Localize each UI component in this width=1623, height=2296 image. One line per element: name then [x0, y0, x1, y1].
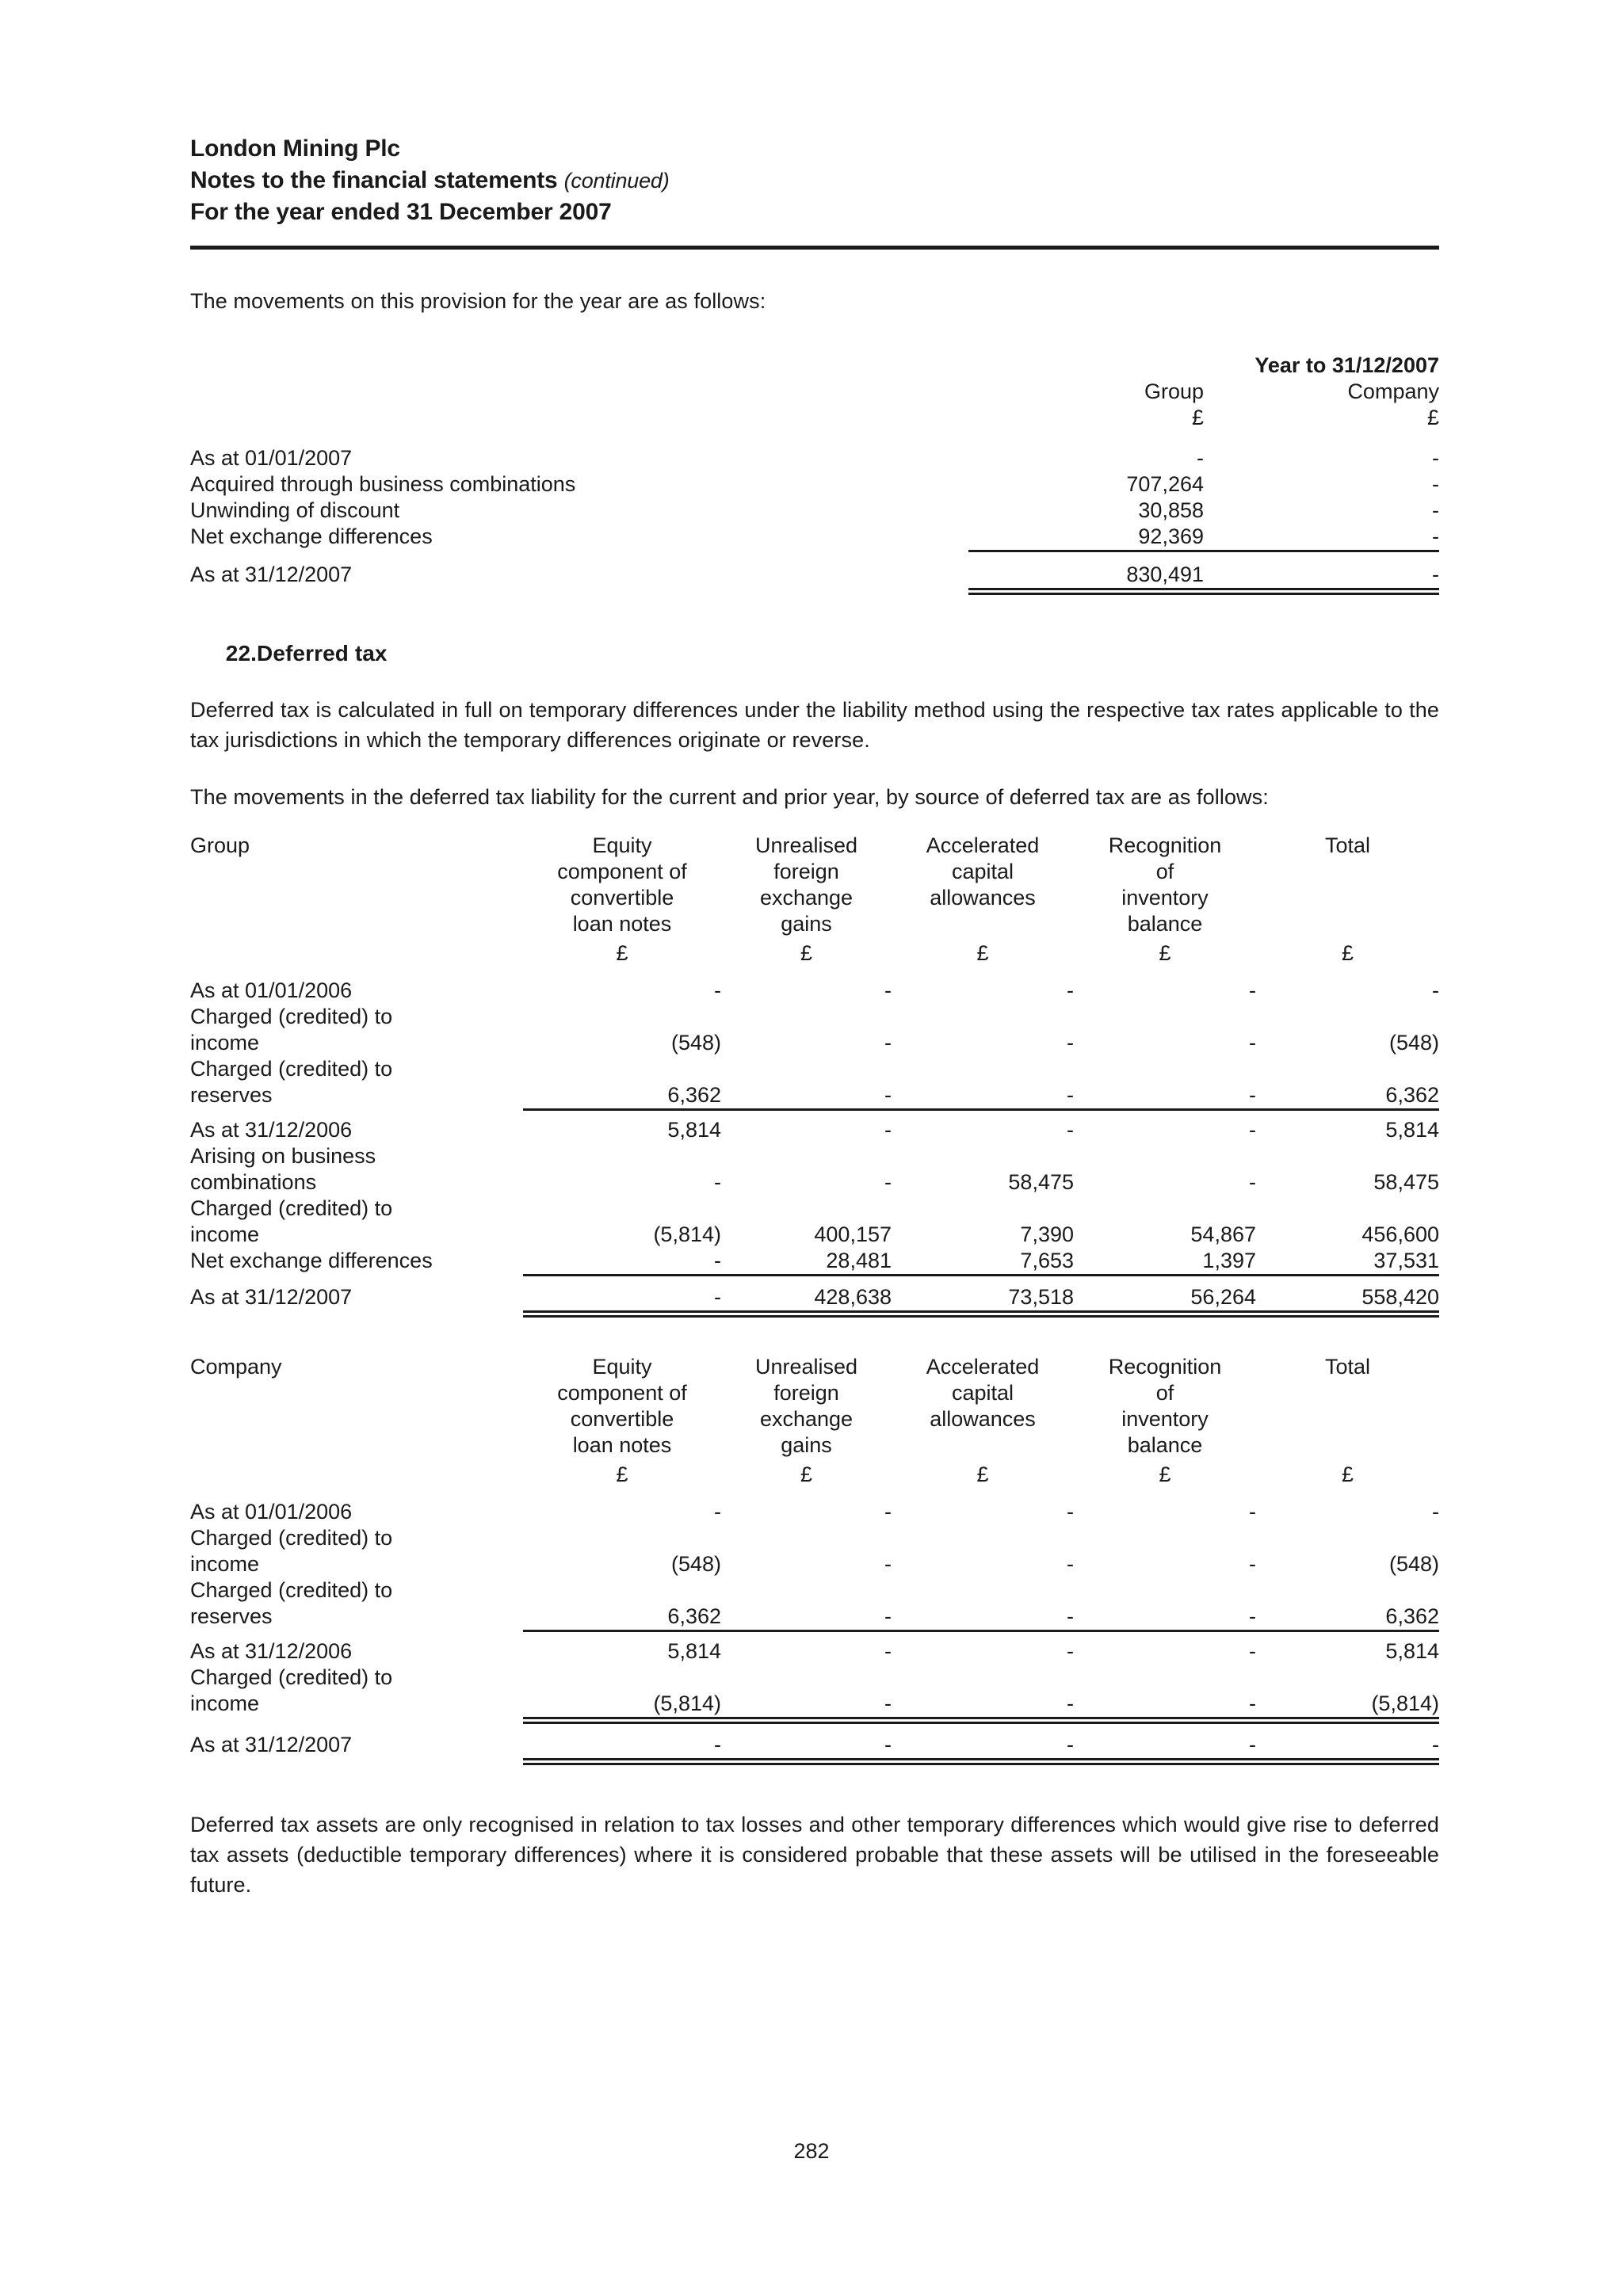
header-line: inventory	[1121, 886, 1209, 910]
total-value: 56,264	[1190, 1285, 1256, 1309]
row-value: -	[884, 1031, 892, 1055]
row-value: -	[884, 1639, 892, 1663]
column-header-unrealised-fx	[721, 833, 892, 967]
table-header-row	[190, 353, 1439, 379]
row-value: 6,362	[667, 1604, 721, 1628]
table-row	[190, 1117, 1439, 1143]
total-value: 428,638	[814, 1285, 892, 1309]
table-row	[190, 1525, 1439, 1551]
company-deferred-tax-table	[190, 1354, 1439, 1765]
row-value: (5,814)	[653, 1691, 721, 1715]
row-value: -	[1249, 1083, 1256, 1107]
row-value: -	[1067, 1083, 1074, 1107]
total-double-rule	[1256, 1758, 1439, 1765]
row-value: 28,481	[826, 1249, 892, 1272]
table-row-cont	[190, 1169, 1439, 1196]
header-line: Recognition	[1108, 833, 1222, 857]
group-deferred-tax-table	[190, 833, 1439, 1318]
table-row	[190, 471, 1439, 498]
total-double-rule	[1074, 1310, 1256, 1318]
total-value: 558,420	[1361, 1285, 1439, 1309]
section-heading-deferred-tax	[190, 639, 1439, 668]
row-label: As at 01/01/2006	[190, 978, 353, 1002]
table-row-cont	[190, 1691, 1439, 1717]
subtotal-double-rule	[1074, 1717, 1256, 1724]
row-value: -	[1249, 1639, 1256, 1663]
header-line: allowances	[930, 1407, 1036, 1431]
column-header-accelerated-capital	[892, 833, 1074, 967]
total-double-rule	[1256, 1310, 1439, 1318]
total-double-rule	[968, 588, 1204, 595]
row-value-group: 92,369	[1138, 524, 1204, 548]
header-line: balance	[1127, 1433, 1203, 1457]
row-label: Net exchange differences	[190, 524, 433, 548]
table-row	[190, 1143, 1439, 1169]
row-value: -	[1067, 1500, 1074, 1524]
row-value: -	[1249, 1604, 1256, 1628]
row-value: -	[714, 1500, 721, 1524]
document-title-continued: (continued)	[563, 169, 670, 193]
total-rule-row	[190, 1310, 1439, 1318]
row-value: -	[884, 1691, 892, 1715]
header-line: exchange	[759, 886, 854, 910]
row-value: (548)	[670, 1552, 721, 1576]
column-header-unrealised-fx	[721, 1354, 892, 1488]
total-value: -	[1249, 1733, 1256, 1756]
header-line: Unrealised	[754, 1355, 858, 1379]
total-double-rule	[892, 1310, 1074, 1318]
currency-symbol-group: £	[1191, 406, 1204, 429]
column-header-group: Group	[1144, 379, 1204, 403]
currency-symbol: £	[1159, 941, 1171, 965]
subtotal-rule-row	[190, 1717, 1439, 1724]
row-value: 456,600	[1361, 1222, 1439, 1246]
page-number: 282	[793, 2139, 830, 2163]
document-header	[190, 0, 1439, 228]
table-header-row	[190, 833, 1439, 967]
header-line: capital	[951, 1381, 1014, 1405]
row-value: 54,867	[1190, 1222, 1256, 1246]
column-header-recognition-inventory	[1074, 833, 1256, 967]
row-label: Charged (credited) to	[190, 1578, 393, 1602]
row-value-group: -	[1197, 446, 1204, 470]
row-label: Charged (credited) to	[190, 1526, 393, 1550]
row-value: -	[884, 1500, 892, 1524]
header-line: of	[1155, 860, 1174, 883]
total-value: -	[884, 1733, 892, 1756]
page-content	[190, 0, 1439, 2296]
row-value-group: 707,264	[1126, 472, 1204, 496]
total-row-label: As at 31/12/2007	[190, 563, 353, 586]
company-name: London Mining Plc	[190, 135, 400, 162]
table-row-cont	[190, 1030, 1439, 1056]
row-label: reserves	[190, 1604, 273, 1628]
row-label: Acquired through business combinations	[190, 472, 576, 496]
row-value: (548)	[670, 1031, 721, 1055]
header-line: component of	[557, 1381, 687, 1405]
provision-period-header: Year to 31/12/2007	[1254, 353, 1439, 377]
row-value: -	[1432, 978, 1439, 1002]
currency-symbol: £	[616, 1463, 628, 1486]
group-table-title: Group	[190, 833, 250, 857]
row-value: -	[1249, 1118, 1256, 1142]
total-value: -	[714, 1285, 721, 1309]
row-label: income	[190, 1552, 260, 1576]
row-value: -	[1249, 1031, 1256, 1055]
row-label: As at 31/12/2006	[190, 1639, 353, 1663]
table-currency-row	[190, 405, 1439, 431]
header-line: Accelerated	[926, 833, 1040, 857]
row-value: 6,362	[667, 1083, 721, 1107]
table-row	[190, 1196, 1439, 1222]
column-header-equity-component	[523, 1354, 721, 1488]
table-row	[190, 978, 1439, 1004]
section-title: Deferred tax	[257, 641, 388, 666]
header-line: gains	[781, 1433, 832, 1457]
row-value: -	[714, 1170, 721, 1194]
column-header-company: Company	[1347, 379, 1439, 403]
row-value: -	[884, 1083, 892, 1107]
row-value: -	[884, 1552, 892, 1576]
header-line: inventory	[1121, 1407, 1209, 1431]
table-row	[190, 1499, 1439, 1525]
table-header-row	[190, 379, 1439, 405]
deferred-tax-paragraph-2: The movements in the deferred tax liability for the current and prior year, by source of deferred tax are as follows:	[190, 785, 1269, 809]
total-value-company: -	[1432, 563, 1439, 586]
row-value: -	[1067, 1031, 1074, 1055]
row-value: -	[1067, 1639, 1074, 1663]
row-value: (5,814)	[1371, 1691, 1439, 1715]
total-double-rule	[892, 1758, 1074, 1765]
row-label: reserves	[190, 1083, 273, 1107]
row-value-group: 30,858	[1138, 498, 1204, 522]
currency-symbol: £	[1341, 1463, 1354, 1486]
row-value: -	[1249, 1500, 1256, 1524]
header-line: capital	[951, 860, 1014, 883]
deferred-tax-paragraph-1: Deferred tax is calculated in full on temporary differences under the liability method using the respective tax rates applicable to the tax jurisdictions in which the temporary differences originate or reverse.	[190, 698, 1439, 752]
header-line: convertible	[570, 886, 674, 910]
total-double-rule	[721, 1310, 892, 1318]
document-period: For the year ended 31 December 2007	[190, 199, 612, 225]
header-line: Total	[1324, 1355, 1371, 1379]
total-row-label: As at 31/12/2007	[190, 1733, 353, 1756]
header-line: gains	[781, 912, 832, 936]
total-value: 73,518	[1008, 1285, 1074, 1309]
table-row-cont	[190, 1604, 1439, 1630]
total-double-rule	[523, 1758, 721, 1765]
currency-symbol: £	[1341, 941, 1354, 965]
total-double-rule	[1204, 588, 1439, 595]
column-header-total	[1256, 833, 1439, 967]
row-value: -	[1067, 1691, 1074, 1715]
row-label: Charged (credited) to	[190, 1196, 393, 1220]
header-line: Accelerated	[926, 1355, 1040, 1379]
table-row-cont	[190, 1082, 1439, 1108]
row-value: 58,475	[1008, 1170, 1074, 1194]
row-value: -	[884, 1170, 892, 1194]
table-row	[190, 1004, 1439, 1030]
table-row	[190, 1056, 1439, 1082]
row-value: 37,531	[1373, 1249, 1439, 1272]
column-header-accelerated-capital	[892, 1354, 1074, 1488]
row-value: -	[884, 978, 892, 1002]
row-value: (548)	[1388, 1031, 1439, 1055]
header-line: convertible	[570, 1407, 674, 1431]
table-total-row	[190, 1284, 1439, 1310]
row-label: Charged (credited) to	[190, 1057, 393, 1081]
total-value-group: 830,491	[1126, 563, 1204, 586]
header-line: allowances	[930, 886, 1036, 910]
header-line: loan notes	[572, 1433, 672, 1457]
total-value: -	[1432, 1733, 1439, 1756]
row-value: 7,390	[1020, 1222, 1074, 1246]
header-line: Recognition	[1108, 1355, 1222, 1379]
row-value: -	[884, 1604, 892, 1628]
header-line: loan notes	[572, 912, 672, 936]
row-value: 1,397	[1202, 1249, 1256, 1272]
total-value: -	[714, 1733, 721, 1756]
row-value: 5,814	[1385, 1118, 1439, 1142]
row-label: Charged (credited) to	[190, 1665, 393, 1689]
row-label: As at 01/01/2006	[190, 1500, 353, 1524]
row-value: -	[1249, 1691, 1256, 1715]
subtotal-double-rule	[892, 1717, 1074, 1724]
row-value: (548)	[1388, 1552, 1439, 1576]
table-row	[190, 1638, 1439, 1665]
total-value: -	[1067, 1733, 1074, 1756]
total-double-rule	[523, 1310, 721, 1318]
row-value-company: -	[1432, 472, 1439, 496]
deferred-tax-closing-paragraph: Deferred tax assets are only recognised in relation to tax losses and other temporary differences which would give rise to deferred tax assets (deductible temporary differences) where it is considered probable that these assets will be utilised in the foreseeable future.	[190, 1813, 1439, 1897]
row-label: Charged (credited) to	[190, 1005, 393, 1028]
row-value: -	[1067, 1118, 1074, 1142]
header-line: foreign	[773, 860, 839, 883]
row-label: As at 01/01/2007	[190, 446, 353, 470]
row-value: -	[1432, 1500, 1439, 1524]
row-value: 5,814	[667, 1118, 721, 1142]
row-value: -	[1067, 978, 1074, 1002]
currency-symbol: £	[616, 941, 628, 965]
row-value: 6,362	[1385, 1083, 1439, 1107]
table-row	[190, 1577, 1439, 1604]
subtotal-double-rule	[721, 1717, 892, 1724]
row-label: income	[190, 1222, 260, 1246]
row-value: -	[1249, 1552, 1256, 1576]
header-line: Equity	[592, 833, 652, 857]
currency-symbol: £	[1159, 1463, 1171, 1486]
row-value: -	[714, 1249, 721, 1272]
row-value: (5,814)	[653, 1222, 721, 1246]
table-row	[190, 445, 1439, 471]
row-value: -	[1067, 1552, 1074, 1576]
table-row	[190, 524, 1439, 550]
row-value-company: -	[1432, 498, 1439, 522]
currency-symbol: £	[800, 1463, 813, 1486]
currency-symbol: £	[976, 941, 989, 965]
header-line: of	[1155, 1381, 1174, 1405]
header-line: exchange	[759, 1407, 854, 1431]
provision-movements-table	[190, 353, 1439, 595]
company-table-title: Company	[190, 1355, 282, 1379]
header-line: component of	[557, 860, 687, 883]
total-double-rule	[1074, 1758, 1256, 1765]
row-value: -	[1249, 978, 1256, 1002]
row-label: income	[190, 1031, 260, 1055]
currency-symbol-company: £	[1426, 406, 1439, 429]
total-double-rule	[721, 1758, 892, 1765]
column-header-total	[1256, 1354, 1439, 1488]
row-value-company: -	[1432, 524, 1439, 548]
row-value: 400,157	[814, 1222, 892, 1246]
row-label: Arising on business	[190, 1144, 376, 1168]
row-value: -	[1067, 1604, 1074, 1628]
section-number: 22.	[225, 641, 257, 666]
header-line: foreign	[773, 1381, 839, 1405]
document-title	[190, 165, 1439, 196]
header-line: Equity	[592, 1355, 652, 1379]
table-row-cont	[190, 1222, 1439, 1248]
currency-symbol: £	[800, 941, 813, 965]
table-row	[190, 498, 1439, 524]
row-value: 5,814	[1385, 1639, 1439, 1663]
subtotal-double-rule	[1256, 1717, 1439, 1724]
total-rule-row	[190, 1758, 1439, 1765]
header-line: balance	[1127, 912, 1203, 936]
total-rule-row	[190, 588, 1439, 595]
provision-intro-paragraph: The movements on this provision for the year are as follows:	[190, 289, 766, 313]
row-value-company: -	[1432, 446, 1439, 470]
row-label: Net exchange differences	[190, 1249, 433, 1272]
column-header-equity-component	[523, 833, 721, 967]
row-value: 6,362	[1385, 1604, 1439, 1628]
row-value: 58,475	[1373, 1170, 1439, 1194]
row-label: Unwinding of discount	[190, 498, 400, 522]
column-header-recognition-inventory	[1074, 1354, 1256, 1488]
row-value: 7,653	[1020, 1249, 1074, 1272]
table-row	[190, 1248, 1439, 1274]
table-total-row	[190, 1732, 1439, 1758]
table-total-row	[190, 562, 1439, 588]
currency-symbol: £	[976, 1463, 989, 1486]
header-line: Total	[1324, 833, 1371, 857]
row-value: -	[1249, 1170, 1256, 1194]
document-title-main: Notes to the financial statements	[190, 167, 558, 193]
row-value: 5,814	[667, 1639, 721, 1663]
table-row	[190, 1665, 1439, 1691]
row-label: combinations	[190, 1170, 317, 1194]
subtotal-double-rule	[523, 1717, 721, 1724]
row-label: As at 31/12/2006	[190, 1118, 353, 1142]
table-header-row	[190, 1354, 1439, 1488]
total-row-label: As at 31/12/2007	[190, 1285, 353, 1309]
header-line: Unrealised	[754, 833, 858, 857]
table-row-cont	[190, 1551, 1439, 1577]
row-value: -	[714, 978, 721, 1002]
row-label: income	[190, 1691, 260, 1715]
row-value: -	[884, 1118, 892, 1142]
